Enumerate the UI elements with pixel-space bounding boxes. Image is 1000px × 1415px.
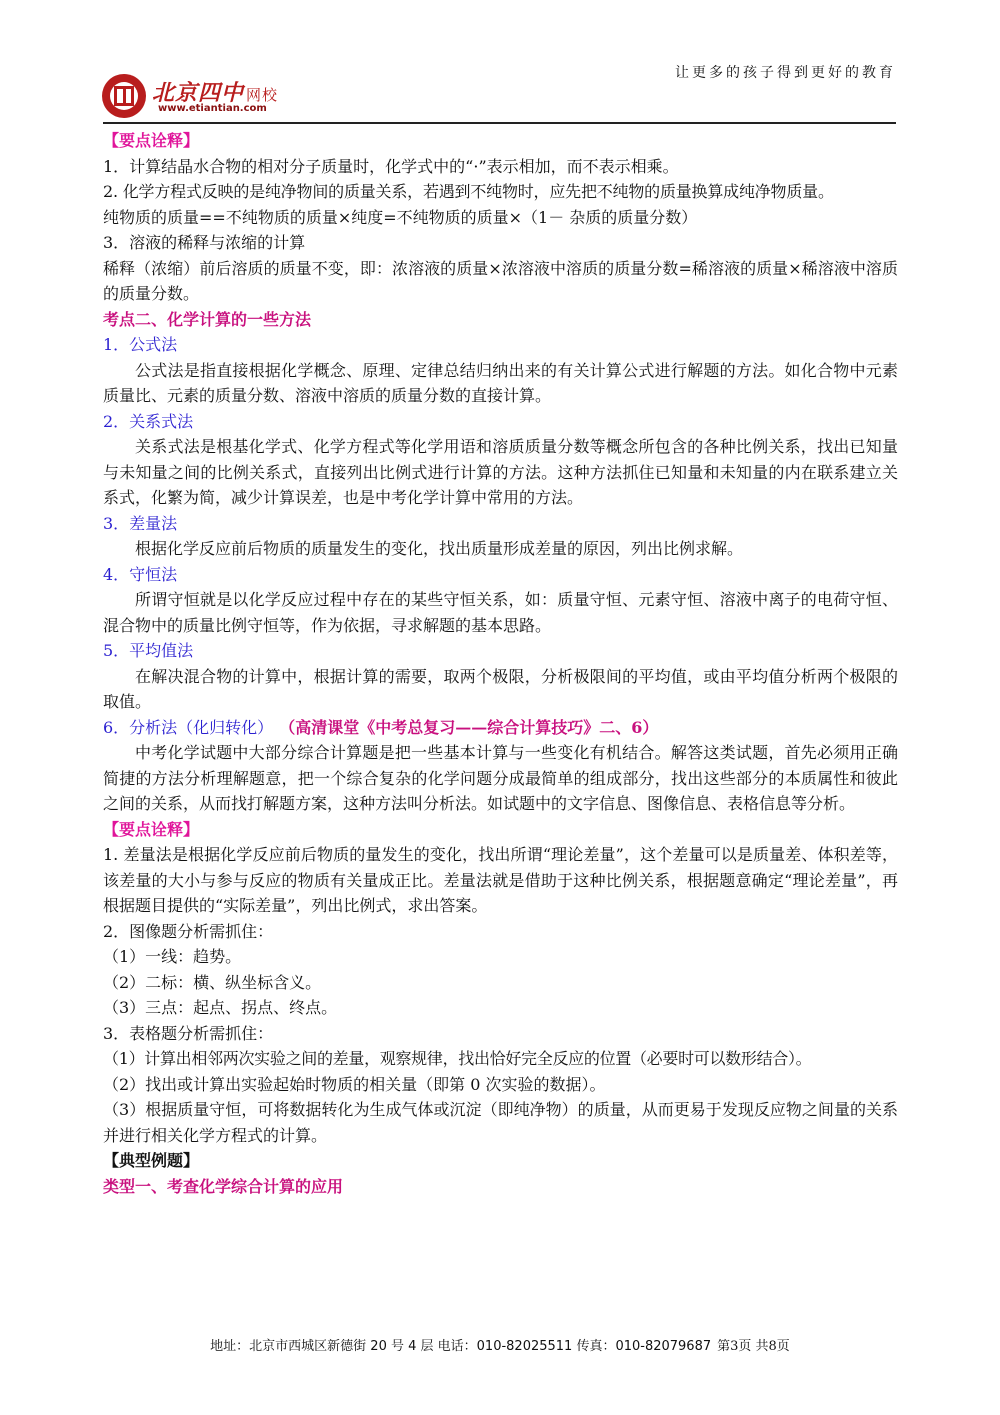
logo-emblem-icon bbox=[102, 74, 146, 118]
point-line: （3）三点：起点、拐点、终点。 bbox=[103, 998, 338, 1017]
point-line: 2. 化学方程式反映的是纯净物间的质量关系，若遇到不纯物时，应先把不纯物的质量换算成纯净物质量。 bbox=[103, 182, 834, 201]
method-title: 5．平均值法 bbox=[103, 641, 194, 660]
point-line: （3）根据质量守恒，可将数据转化为生成气体或沉淀（即纯净物）的质量，从而更易于发现反应物之间量的关系并进行相关化学方程式的计算。 bbox=[103, 1100, 898, 1145]
method-title: 4．守恒法 bbox=[103, 564, 178, 584]
footer-address: 地址：北京市西城区新德街 20 号 4 层 电话：010-82025511 传真：010-82079687 bbox=[210, 1339, 712, 1354]
course-link[interactable]: （高清课堂《中考总复习——综合计算技巧》二、6） bbox=[287, 717, 659, 737]
section-heading-key-points-2: 【要点诠释】 bbox=[103, 819, 200, 839]
logo-url: www.etiantian.com bbox=[158, 103, 267, 114]
point-line: 3．溶液的稀释与浓缩的计算 bbox=[103, 233, 306, 252]
method-6-title-row bbox=[103, 715, 898, 741]
site-logo[interactable] bbox=[102, 72, 342, 122]
point-line: （2）二标：横、纵坐标含义。 bbox=[103, 972, 322, 992]
method-title: 6．分析法（化归转化） bbox=[103, 717, 274, 737]
method-body: 所谓守恒就是以化学反应过程中存在的某些守恒关系，如：质量守恒、元素守恒、溶液中离子的电荷守恒、混合物中的质量比例守恒等，作为依据，寻求解题的基本思路。 bbox=[103, 590, 898, 635]
point-line: （1）一线：趋势。 bbox=[103, 947, 242, 966]
header-slogan: 让更多的孩子得到更好的教育 bbox=[675, 65, 896, 81]
header-divider bbox=[103, 122, 896, 124]
logo-small-text: 网校 bbox=[246, 86, 279, 104]
logo-text: 北京四中 网校 bbox=[152, 80, 279, 106]
section-heading-key-points-1: 【要点诠释】 bbox=[103, 131, 200, 150]
method-body: 关系式法是根基化学式、化学方程式等化学用语和溶质质量分数等概念所包含的各种比例关系，找出已知量与未知量之间的比例关系式，直接列出比例式进行计算的方法。这种方法抓住已知量和未知量的内在联系建立关系式，化繁为简，减少计算误差，也是中考化学计算中常用的方法。 bbox=[103, 437, 898, 507]
section-heading-examples: 【典型例题】 bbox=[103, 1151, 200, 1170]
footer-page-number: 第3页 共8页 bbox=[717, 1339, 790, 1354]
method-title: 1．公式法 bbox=[103, 335, 178, 354]
point-line: 1. 差量法是根据化学反应前后物质的量发生的变化，找出所谓“理论差量”，这个差量可以是质量差、体积差等，该差量的大小与参与反应的物质有关量成正比。差量法就是借助于这种比例关系，根据题意确定“理论差量”，再根据题目提供的“实际差量”，列出比例式，求出答案。 bbox=[103, 845, 898, 915]
method-body: 根据化学反应前后物质的质量发生的变化，找出质量形成差量的原因，列出比例求解。 bbox=[135, 539, 744, 558]
method-title: 3．差量法 bbox=[103, 513, 178, 533]
document-body bbox=[103, 128, 898, 1199]
point-line: （1）计算出相邻两次实验之间的差量，观察规律，找出恰好完全反应的位置（必要时可以数形结合）。 bbox=[103, 1049, 812, 1068]
point-line: 2．图像题分析需抓住： bbox=[103, 921, 274, 941]
point-line: 1．计算结晶水合物的相对分子质量时，化学式中的“·”表示相加，而不表示相乘。 bbox=[103, 156, 679, 176]
page-footer bbox=[0, 1335, 1000, 1354]
point-line: 3．表格题分析需抓住： bbox=[103, 1023, 274, 1043]
method-body: 公式法是指直接根据化学概念、原理、定律总结归纳出来的有关计算公式进行解题的方法。如化合物中元素质量比、元素的质量分数、溶液中溶质的质量分数的直接计算。 bbox=[103, 360, 898, 405]
point-line: 稀释（浓缩）前后溶质的质量不变，即：浓溶液的质量×浓溶液中溶质的质量分数=稀溶液的质量×稀溶液中溶质的质量分数。 bbox=[103, 258, 898, 303]
method-body: 在解决混合物的计算中，根据计算的需要，取两个极限，分析极限间的平均值，或由平均值分析两个极限的取值。 bbox=[103, 666, 898, 711]
point-line: 纯物质的质量==不纯物质的质量×纯度=不纯物质的质量×（1－ 杂质的质量分数） bbox=[103, 207, 698, 227]
section-heading-methods: 考点二、化学计算的一些方法 bbox=[103, 309, 312, 329]
point-line: （2）找出或计算出实验起始时物质的相关量（即第 0 次实验的数据）。 bbox=[103, 1074, 606, 1094]
method-body: 中考化学试题中大部分综合计算题是把一些基本计算与一些变化有机结合。解答这类试题，首先必须用正确简捷的方法分析理解题意，把一个综合复杂的化学问题分成最简单的组成部分，找出这些部分的本质属性和彼此之间的关系，从而找打解题方案，这种方法叫分析法。如试题中的文字信息、图像信息、表格信息等分析。 bbox=[103, 743, 898, 813]
method-title: 2．关系式法 bbox=[103, 411, 194, 431]
type-heading: 类型一、考查化学综合计算的应用 bbox=[103, 1176, 344, 1196]
